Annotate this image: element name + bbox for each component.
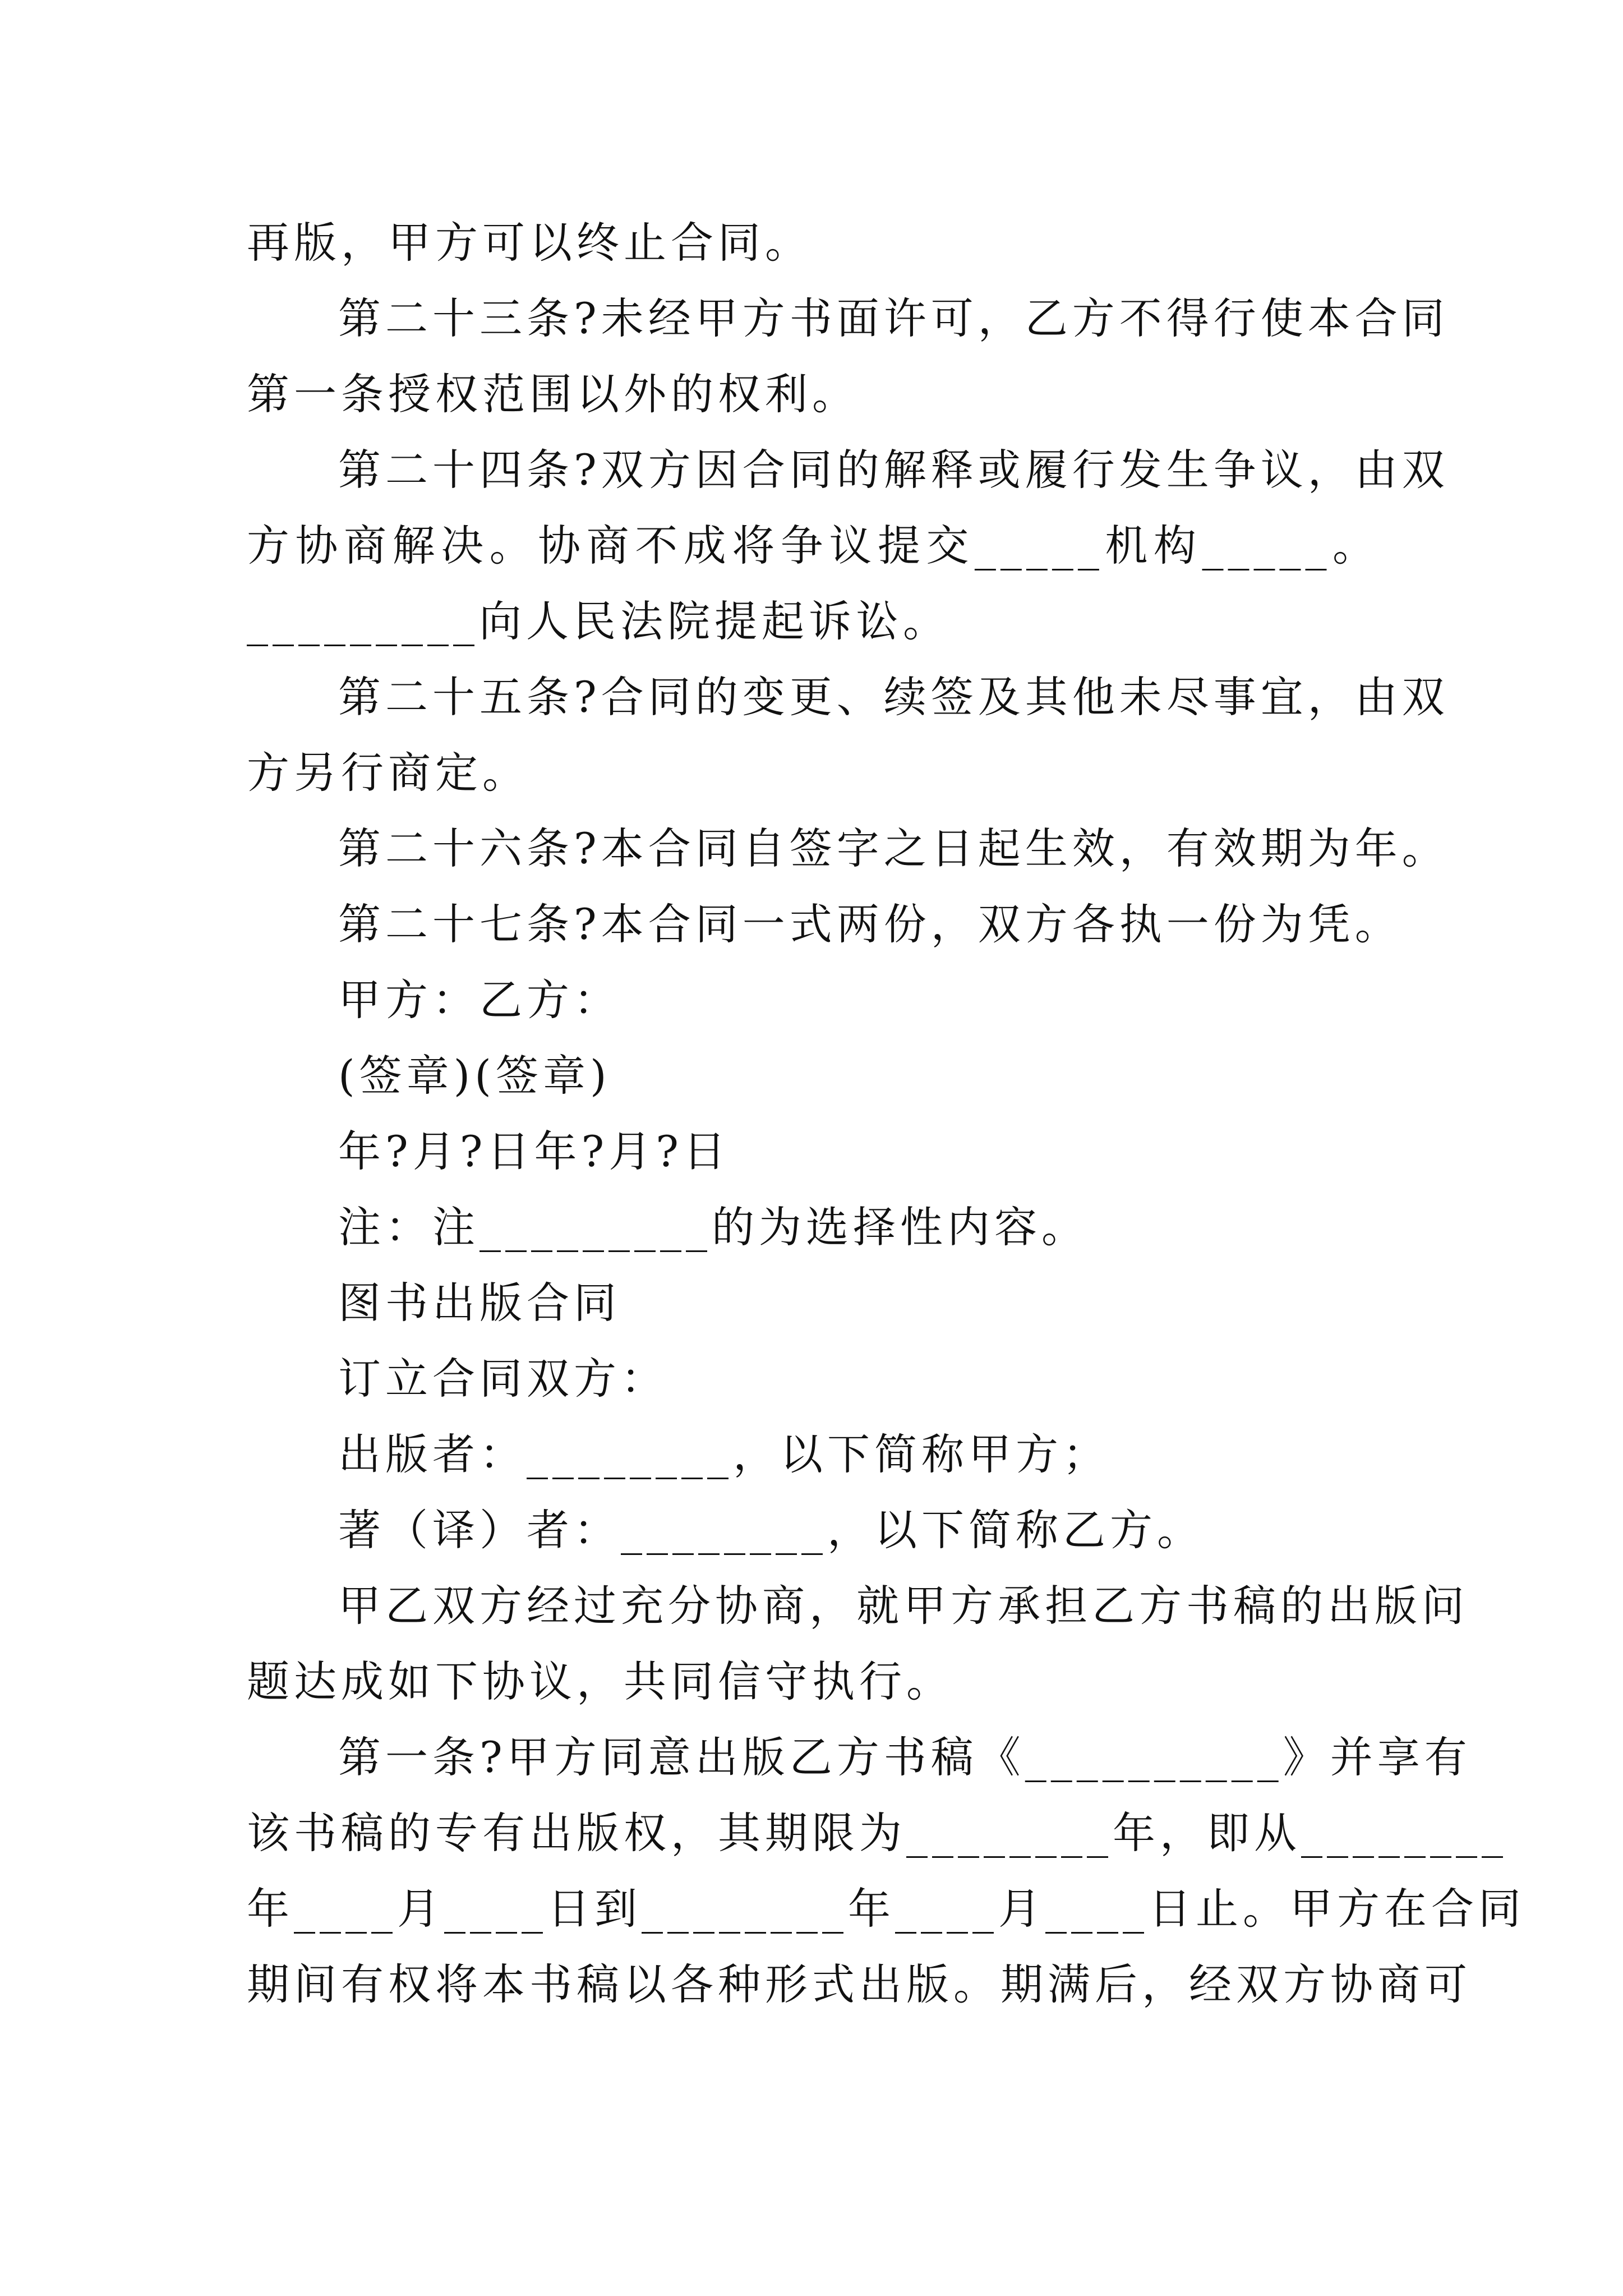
text-line: 再版，甲方可以终止合同。 — [247, 218, 812, 268]
text-line: 第二十五条?合同的变更、续签及其他未尽事宜，由双 — [338, 672, 1449, 722]
text-line: 图书出版合同 — [338, 1278, 621, 1328]
text-line: 该书稿的专有出版权，其期限为________年，即从________ — [247, 1808, 1507, 1858]
text-line: (签章)(签章) — [338, 1051, 611, 1101]
text-line: 注：注_________的为选择性内容。 — [338, 1202, 1089, 1252]
text-line: 出版者：________，以下简称甲方； — [338, 1429, 1110, 1479]
text-line: 著（译）者：________，以下简称乙方。 — [338, 1505, 1204, 1555]
text-line: 方协商解决。协商不成将争议提交_____机构_____。 — [247, 521, 1380, 570]
text-line: 甲方：乙方： — [338, 975, 621, 1025]
text-line: 第一条?甲方同意出版乙方书稿《__________》并享有 — [338, 1732, 1472, 1782]
text-line: 甲乙双方经过充分协商，就甲方承担乙方书稿的出版问 — [338, 1581, 1469, 1631]
text-line: 年?月?日年?月?日 — [338, 1126, 730, 1176]
text-line: 方另行商定。 — [247, 748, 529, 798]
text-line: 题达成如下协议，共同信守执行。 — [247, 1657, 953, 1706]
text-line: 年____月____日到________年____月____日止。甲方在合同 — [247, 1884, 1525, 1934]
text-line: 第二十三条?未经甲方书面许可，乙方不得行使本合同 — [338, 293, 1449, 343]
text-line: 第二十六条?本合同自签字之日起生效，有效期为年。 — [338, 823, 1449, 873]
text-line: 第二十七条?本合同一式两份，双方各执一份为凭。 — [338, 899, 1402, 949]
text-line: 期间有权将本书稿以各种形式出版。期满后，经双方协商可 — [247, 1959, 1472, 2009]
text-line: 第一条授权范围以外的权利。 — [247, 369, 859, 419]
text-line: 第二十四条?双方因合同的解释或履行发生争议，由双 — [338, 445, 1449, 495]
text-line: 订立合同双方： — [338, 1354, 668, 1404]
text-line: _________向人民法院提起诉讼。 — [247, 596, 950, 646]
